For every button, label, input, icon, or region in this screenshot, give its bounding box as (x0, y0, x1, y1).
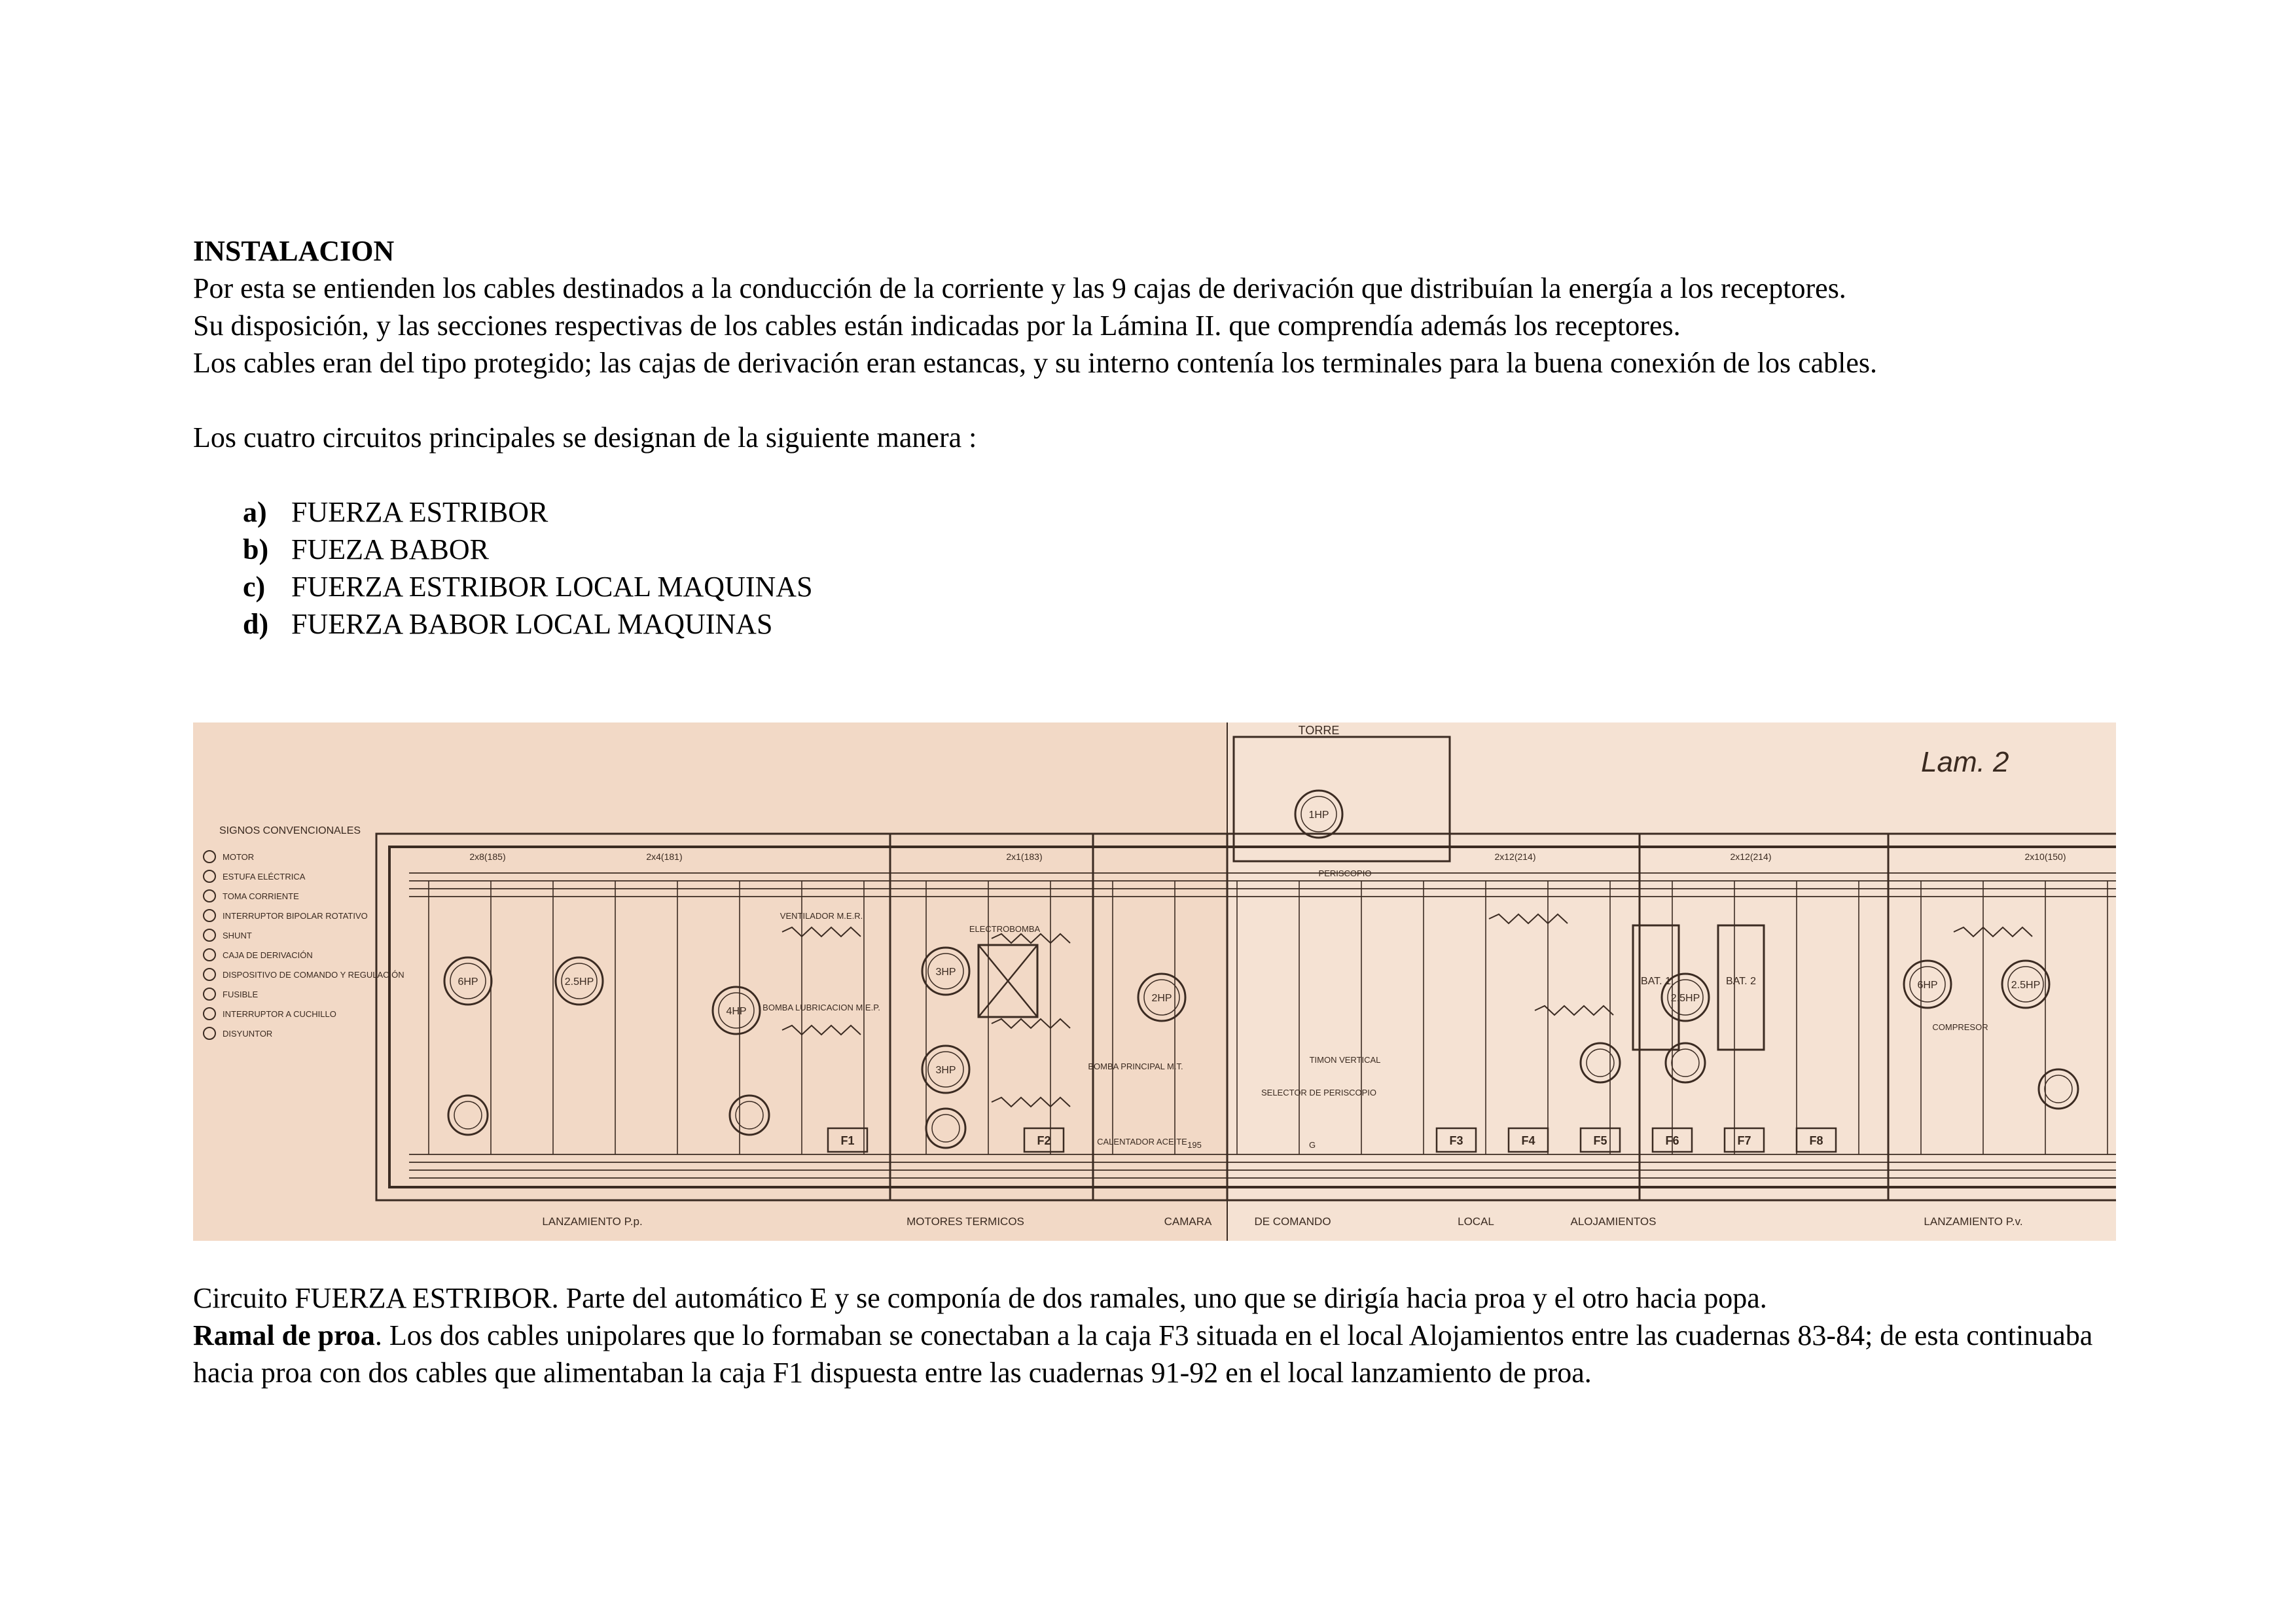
derivation-box-id: F7 (1737, 1134, 1751, 1147)
legend-item-label: DISYUNTOR (223, 1029, 273, 1039)
cable-section-label: 2x12(214) (1730, 851, 1772, 862)
circuit-letter: c) (243, 571, 266, 603)
battery-label-1: BAT. 1 (1641, 976, 1671, 987)
conclusion-block (193, 1279, 2111, 1391)
compartment-label: LANZAMIENTO P.v. (1924, 1215, 2023, 1228)
cable-section-label: 2x10(150) (2024, 851, 2066, 862)
intro-block (193, 232, 2111, 643)
compartment-label: DE COMANDO (1254, 1215, 1331, 1228)
motor-rating-label: 2.5HP (564, 976, 594, 988)
legend-item-label: MOTOR (223, 852, 255, 862)
derivation-box-id: F5 (1593, 1134, 1607, 1147)
motor-rating-label: 2.5HP (1670, 993, 1700, 1004)
legend-item-label: SHUNT (223, 931, 252, 940)
compartment-label: LOCAL (1458, 1215, 1494, 1228)
wiring-diagram-plate (193, 722, 2116, 1241)
legend-item-label: FUSIBLE (223, 990, 259, 999)
circuit-item (193, 605, 2111, 643)
circuit-item (193, 568, 2111, 605)
circuit-name: FUERZA ESTRIBOR (291, 496, 548, 528)
circuit-letter: d) (243, 608, 269, 640)
compartment-label: MOTORES TERMICOS (906, 1215, 1024, 1228)
motor-rating-label: 6HP (457, 976, 478, 988)
motor-rating-label: 6HP (1917, 980, 1938, 991)
circuit-name: FUERZA ESTRIBOR LOCAL MAQUINAS (291, 571, 813, 603)
derivation-box-id: F4 (1521, 1134, 1535, 1147)
legend-item-label: DISPOSITIVO DE COMANDO Y REGULACIÓN (223, 970, 404, 980)
cable-section-label: 2x1(183) (1006, 851, 1043, 862)
circuit-list (193, 493, 2111, 643)
ramal-paragraph (193, 1317, 2111, 1391)
component-label: CALENTADOR ACEITE (1097, 1137, 1187, 1147)
component-label: SELECTOR DE PERISCOPIO (1261, 1088, 1377, 1097)
circuit-letter: b) (243, 533, 269, 565)
cable-section-label: 2x4(181) (646, 851, 683, 862)
cable-section-label: 2x8(185) (469, 851, 506, 862)
compartment-label: LANZAMIENTO P.p. (542, 1215, 643, 1228)
derivation-box-id: F3 (1449, 1134, 1463, 1147)
legend-item-label: TOMA CORRIENTE (223, 891, 299, 901)
circuit-name: FUERZA BABOR LOCAL MAQUINAS (291, 608, 773, 640)
derivation-box-id: F8 (1809, 1134, 1823, 1147)
plate-tag: Lam. 2 (1921, 746, 2009, 778)
component-label: ELECTROBOMBA (969, 924, 1041, 934)
component-label: BOMBA LUBRICACION M.E.P. (762, 1003, 880, 1012)
component-label: G (1308, 1140, 1316, 1150)
intro-paragraph-2: Su disposición, y las secciones respectivas de los cables están indicadas por la Lámina II. que comprendía además los receptores. (193, 310, 1681, 342)
circuits-intro: Los cuatro circuitos principales se designan de la siguiente manera : (193, 421, 977, 454)
motor-rating-label: 2.5HP (2011, 980, 2041, 991)
compartment-label: ALOJAMIENTOS (1570, 1215, 1657, 1228)
component-label: COMPRESOR (1932, 1022, 1988, 1032)
motor-rating-label: 4HP (726, 1006, 747, 1017)
intro-paragraph-3: Los cables eran del tipo protegido; las cajas de derivación eran estancas, y su interno contenía los terminales para la buena conexión de los cables. (193, 347, 1878, 379)
motor-rating-label: 3HP (935, 1065, 956, 1076)
derivation-box-id: F2 (1037, 1134, 1051, 1147)
circuit-item (193, 493, 2111, 531)
derivation-box-id: F1 (840, 1134, 855, 1147)
component-label: VENTILADOR M.E.R. (780, 911, 863, 921)
legend-item-label: INTERRUPTOR BIPOLAR ROTATIVO (223, 911, 368, 921)
ramal-text: . Los dos cables unipolares que lo formaban se conectaban a la caja F3 situada en el local Alojamientos entre las cuadernas 83-84; de esta continuaba hacia proa con dos cables que alimentaban la caja F1 dispuesta entre las cuadernas 91-92 en el local lanzamiento de proa. (193, 1319, 2093, 1389)
component-label: PERISCOPIO (1318, 868, 1372, 878)
wiring-diagram (193, 722, 2116, 1241)
motor-rating-label: 1HP (1308, 810, 1329, 821)
circuit-name: FUEZA BABOR (291, 533, 489, 565)
tower-label: TORRE (1298, 724, 1340, 737)
component-label: BOMBA PRINCIPAL M.T. (1088, 1061, 1183, 1071)
compartment-label: CAMARA (1164, 1215, 1212, 1228)
legend-item-label: INTERRUPTOR A CUCHILLO (223, 1009, 336, 1019)
derivation-box-id: F6 (1665, 1134, 1679, 1147)
component-label: 195 (1187, 1140, 1202, 1150)
plate-left-sheet (193, 722, 1227, 1241)
ramal-heading: Ramal de proa (193, 1319, 375, 1351)
circuit-letter: a) (243, 496, 267, 528)
conclusion-paragraph: Circuito FUERZA ESTRIBOR. Parte del automático E y se componía de dos ramales, uno que se dirigía hacia proa y el otro hacia popa. (193, 1282, 1767, 1314)
circuit-item (193, 531, 2111, 568)
motor-rating-label: 3HP (935, 967, 956, 978)
legend-item-label: CAJA DE DERIVACIÓN (223, 950, 313, 960)
legend-item-label: ESTUFA ELÉCTRICA (223, 872, 306, 882)
section-heading: INSTALACION (193, 235, 395, 267)
motor-rating-label: 2HP (1151, 993, 1172, 1004)
intro-paragraph-1: Por esta se entienden los cables destinados a la conducción de la corriente y las 9 cajas de derivación que distribuían la energía a los receptores. (193, 272, 1846, 304)
cable-section-label: 2x12(214) (1494, 851, 1536, 862)
battery-label-2: BAT. 2 (1726, 976, 1756, 987)
component-label: TIMON VERTICAL (1309, 1055, 1381, 1065)
legend-title: SIGNOS CONVENCIONALES (219, 825, 361, 836)
